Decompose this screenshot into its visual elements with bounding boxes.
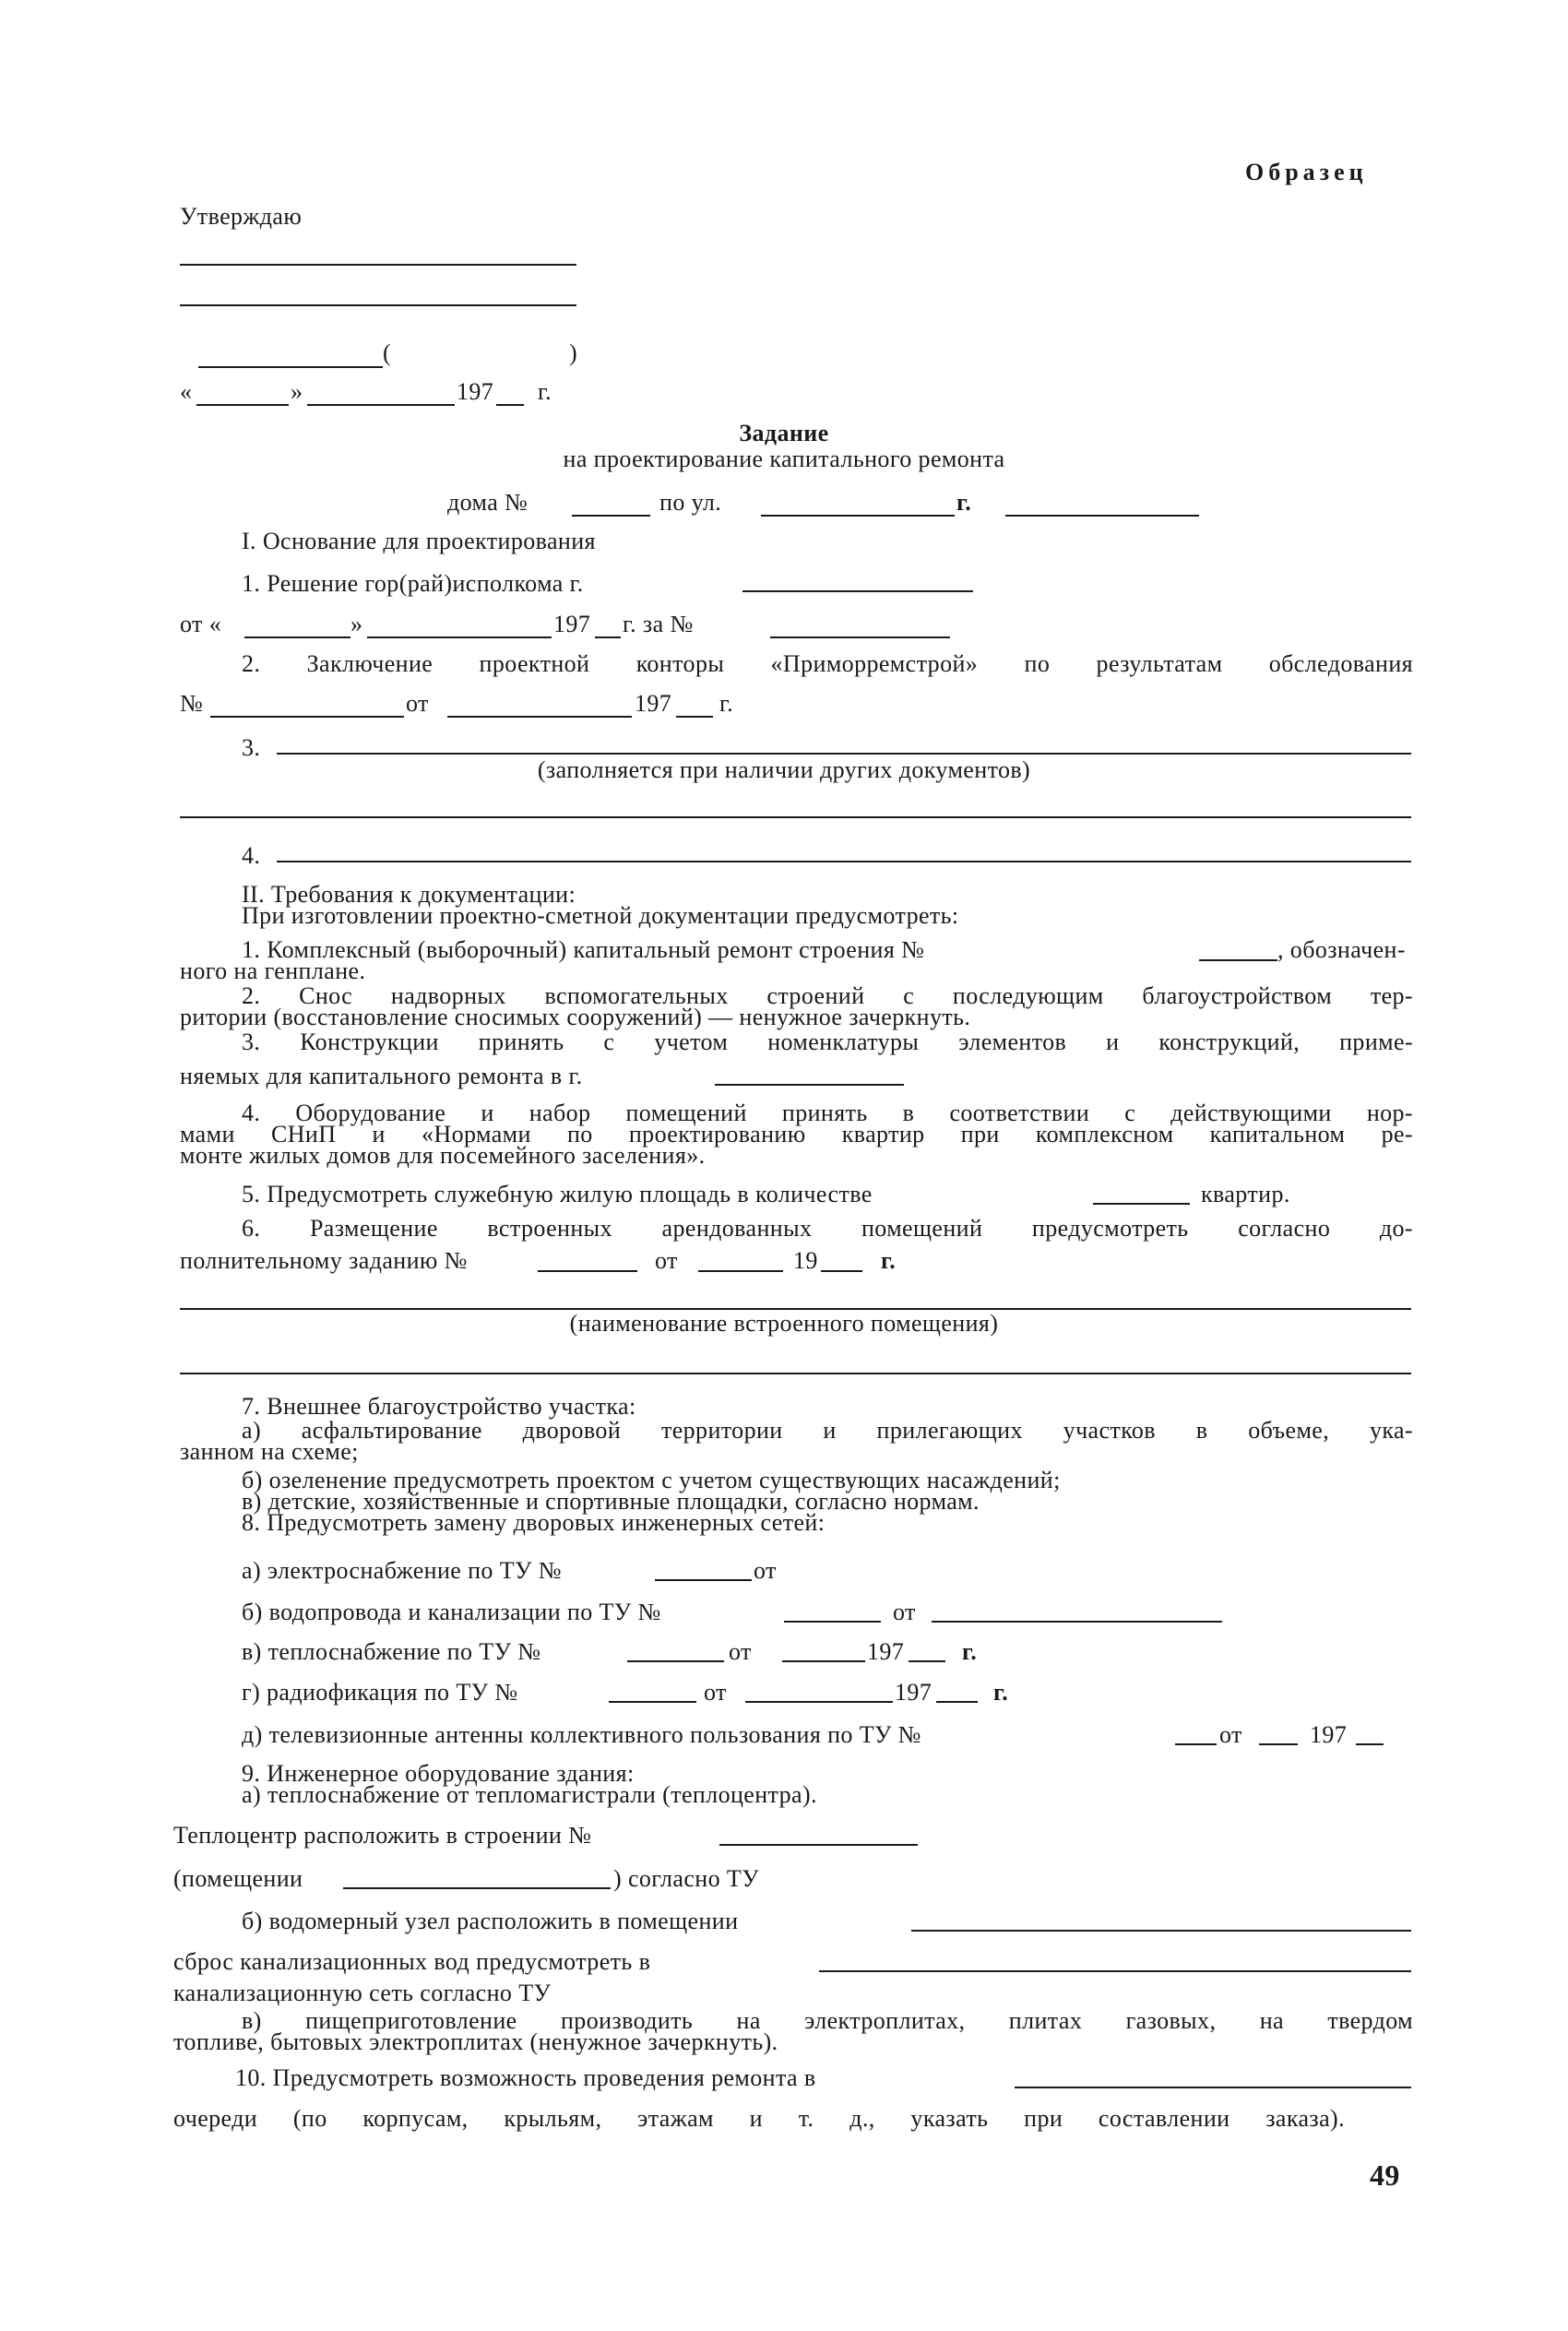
house-number-line [572,515,650,517]
p6-date-line [698,1270,783,1272]
date-quote-open: « [180,378,193,405]
p4-a: 4. Оборудование и набор помещений принять в соответствии с действующими нор- [242,1100,1413,1126]
p8d-date-line [745,1701,893,1703]
p2-a: 2. Снос надворных вспомогательных строений с последующим благоустройством тер- [242,982,1413,1009]
p8a-ot: от [754,1557,777,1584]
approve-signature-line [198,366,383,368]
section1-item3: 3. [242,734,261,761]
p6-note: (наименование встроенного помещения) [569,1310,999,1337]
p6-ot: от [655,1247,678,1274]
approve-line-1 [180,264,576,266]
p8a: а) электроснабжение по ТУ № [242,1557,562,1584]
item1-city-line [742,590,973,592]
title-street: по ул. [659,489,722,516]
p4-c: монте жилых домов для посемейного заселения». [180,1142,706,1169]
p8c-date-line [782,1660,865,1662]
p1-a: 1. Комплексный (выборочный) капитальный ремонт строения № [242,936,925,963]
p7b: б) озеленение предусмотреть проектом с учетом существующих насаждений; [242,1467,1061,1493]
p8d-ot: от [704,1679,727,1706]
p7: 7. Внешнее благоустройство участка: [242,1393,636,1420]
p8c-year: 197 [867,1638,905,1665]
item4-line [277,861,1411,862]
sbros-line: сброс канализационных вод предусмотреть в [173,1948,651,1975]
item3-extra-line [180,816,1411,818]
p1-b: , обозначен- [1277,936,1406,963]
section2-intro: При изготовлении проектно-сметной документации предусмотреть: [242,902,959,929]
approve-paren-close: ) [569,339,578,366]
item2-date-line [447,716,632,718]
teplo-line: Теплоцентр расположить в строении № [173,1822,592,1849]
p3-b: няемых для капитального ремонта в г. [180,1063,583,1089]
p5-count-line [1093,1203,1190,1205]
p8b: б) водопровода и канализации по ТУ № [242,1599,661,1625]
p7c: в) детские, хозяйственные и спортивные площадки, согласно нормам. [242,1488,980,1515]
item2-year: 197 [635,690,672,717]
item2-year-line [676,716,713,718]
date-g: г. [538,378,552,405]
p7a-1: а) асфальтирование дворовой территории и прилегающих участков в объеме, ука- [242,1417,1413,1444]
p1-number-line [1199,959,1277,961]
p1-c: ного на генплане. [180,957,366,984]
date-year-line [496,404,524,406]
approve-line-2 [180,304,576,306]
p8e-ot: от [1219,1721,1242,1748]
item1-year-line [595,636,621,638]
title-main: Задание [739,420,829,446]
item2-ot: от [406,690,429,717]
item1-day-line [244,636,350,638]
p9v-2: топливе, бытовых электроплитах (ненужное зачеркнуть). [173,2028,778,2055]
p6-b: полнительному заданию № [180,1247,468,1274]
p6-number-line [538,1270,637,1272]
pomesh-end: ) согласно ТУ [613,1865,760,1892]
p8d: г) радиофикация по ТУ № [242,1679,518,1706]
p8d-g: г. [993,1679,1009,1706]
section1-item2: 2. Заключение проектной конторы «Приморремстрой» по результатам обследования [242,650,1413,677]
item2-number-line [210,716,404,718]
kanal-line: канализационную сеть согласно ТУ [173,1980,552,2006]
p4-b: мами СНиП и «Нормами по проектированию квартир при комплексном капитальном ре- [180,1121,1413,1148]
p8b-number-line [784,1621,881,1623]
p8d-year: 197 [895,1679,932,1706]
p6-g: г. [881,1247,897,1274]
p9v-1: в) пищеприготовление производить на электроплитах, плитах газовых, на твердом [242,2007,1413,2034]
title-sub: на проектирование капитального ремонта [563,446,1005,472]
street-line [761,515,955,517]
p10-a: 10. Предусмотреть возможность проведения ремонта в [235,2064,816,2091]
item2-g: г. [719,690,734,717]
p8c-number-line [627,1660,724,1662]
p10-line [1015,2087,1411,2088]
p8e: д) телевизионные антенны коллективного пользования по ТУ № [242,1721,921,1748]
p8a-number-line [655,1579,752,1581]
p6-a: 6. Размещение встроенных арендованных помещений предусмотреть согласно до- [242,1215,1413,1242]
p8e-number-line [1175,1743,1217,1745]
p8e-year-line [1356,1743,1384,1745]
p9: 9. Инженерное оборудование здания: [242,1760,635,1787]
p10-b: очереди (по корпусам, крыльям, этажам и т. д., указать при составлении заказа). [173,2105,1345,2132]
pomesh-line [343,1887,611,1889]
section2-heading: II. Требования к документации: [242,881,576,908]
p9a: а) теплоснабжение от тепломагистрали (теплоцентра). [242,1781,817,1808]
approve-label: Утверждаю [180,203,303,230]
p8c-ot: от [729,1638,752,1665]
date-month-line [307,404,455,406]
p8b-date-line [932,1621,1222,1623]
pomesh-label: (помещении [173,1865,303,1892]
p8e-year: 197 [1310,1721,1348,1748]
teplo-number-line [719,1844,918,1846]
item1-year: 197 [553,611,591,637]
item3-line [277,753,1411,755]
p8d-year-line [936,1701,978,1703]
p8b-ot: от [893,1599,916,1625]
p3-city-line [715,1084,904,1086]
p8e-date-line [1259,1743,1298,1745]
p6-extra-line [180,1373,1411,1374]
item1-quote-close: » [350,611,363,637]
p5-a: 5. Предусмотреть служебную жилую площадь в количестве [242,1181,873,1207]
approve-paren-open: ( [383,339,392,366]
item1-month-line [367,636,552,638]
p8: 8. Предусмотреть замену дворовых инженерных сетей: [242,1509,826,1536]
page-number: 49 [1370,2159,1400,2192]
item1-number-line [770,636,950,638]
section1-heading: I. Основание для проектирования [242,528,596,554]
sample-label: Образец [1245,159,1368,185]
p6-year-line [821,1270,862,1272]
p9b: б) водомерный узел расположить в помещении [242,1908,739,1934]
p5-b: квартир. [1201,1181,1290,1207]
city-line [1005,515,1199,517]
section1-item4: 4. [242,842,261,869]
p8c-year-line [909,1660,945,1662]
p8c: в) теплоснабжение по ТУ № [242,1638,541,1665]
p6-year: 19 [793,1247,818,1274]
item2-no: № [180,690,204,717]
item1-g-za-no: г. за № [623,611,694,637]
p3-a: 3. Конструкции принять с учетом номенклатуры элементов и конструкций, приме- [242,1029,1413,1055]
date-day-line [196,404,289,406]
item1-from: от « [180,611,222,637]
title-house: дома № [447,489,529,516]
p2-b: ритории (восстановление сносимых сооружений) — ненужное зачеркнуть. [180,1004,971,1030]
date-year: 197 [457,378,494,405]
date-quote-close: » [291,378,303,405]
title-city: г. [956,489,972,516]
p8d-number-line [609,1701,696,1703]
sbros-target-line [819,1970,1411,1972]
p7a-2: занном на схеме; [180,1438,359,1465]
section1-item1: 1. Решение гор(рай)исполкома г. [242,570,584,597]
p9b-room-line [911,1930,1411,1932]
p8c-g: г. [962,1638,978,1665]
item3-note: (заполняется при наличии других документов) [537,756,1031,783]
